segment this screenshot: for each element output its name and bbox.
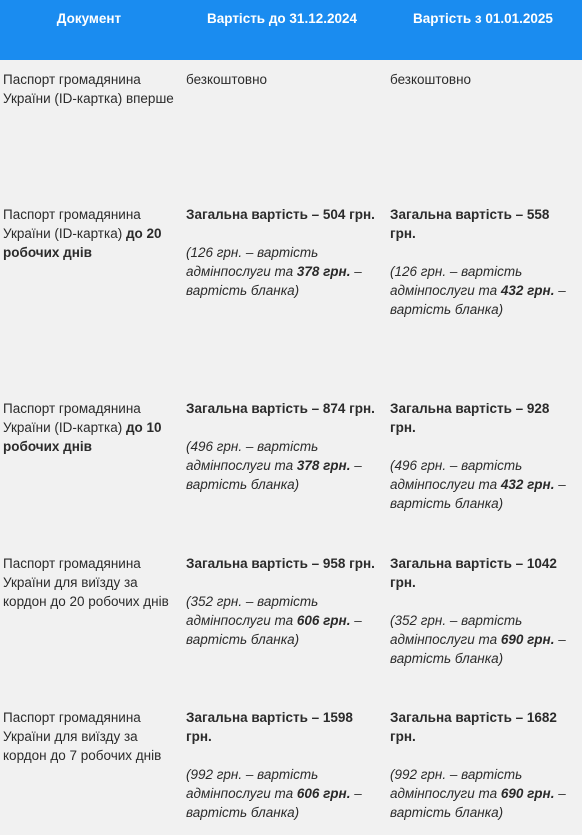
breakdown-service: (496 грн. – вартість адмінпослуги та	[390, 458, 523, 492]
breakdown-blank-price: 690 грн.	[500, 632, 555, 647]
table-header	[0, 0, 582, 60]
total-price: Загальна вартість – 874 грн.	[186, 401, 375, 416]
breakdown-blank-label: – вартість бланка)	[390, 283, 566, 317]
price-after-cell	[390, 205, 578, 319]
price-before-cell	[186, 708, 376, 822]
total-price: Загальна вартість – 558 грн.	[390, 207, 550, 241]
breakdown-blank-price: 432 грн.	[500, 477, 555, 492]
price-breakdown	[186, 243, 376, 300]
document-term: до 20 робочих днів	[3, 226, 162, 260]
total-price: Загальна вартість – 958 грн.	[186, 556, 375, 571]
breakdown-blank-label: – вартість бланка)	[186, 264, 362, 298]
breakdown-blank-label: – вартість бланка)	[186, 613, 362, 647]
price-breakdown	[390, 456, 578, 513]
price-breakdown	[186, 437, 376, 494]
breakdown-service: (992 грн. – вартість адмінпослуги та	[390, 767, 523, 801]
document-name: Паспорт громадянина України для виїзду за кордон до 7 робочих днів	[3, 710, 162, 763]
price-breakdown	[390, 765, 578, 822]
price-before-value: безкоштовно	[186, 72, 268, 87]
breakdown-blank-label: – вартість бланка)	[186, 458, 362, 492]
document-cell	[3, 399, 175, 456]
price-before-cell	[186, 70, 376, 89]
price-after-cell	[390, 70, 578, 89]
breakdown-blank-label: – вартість бланка)	[390, 786, 566, 820]
price-breakdown	[186, 765, 376, 822]
price-breakdown	[390, 262, 578, 319]
header-document: Документ	[56, 11, 122, 26]
total-price: Загальна вартість – 1598 грн.	[186, 710, 353, 744]
price-before-cell	[186, 205, 376, 300]
breakdown-service: (992 грн. – вартість адмінпослуги та	[186, 767, 319, 801]
document-name: Паспорт громадянина України (ID-картка)	[3, 207, 141, 241]
price-after-cell	[390, 399, 578, 513]
document-term: до 10 робочих днів	[3, 420, 162, 454]
breakdown-blank-label: – вартість бланка)	[186, 786, 362, 820]
price-breakdown	[186, 592, 376, 649]
breakdown-blank-price: 606 грн.	[296, 786, 351, 801]
price-before-cell	[186, 554, 376, 649]
document-cell	[3, 554, 175, 611]
breakdown-service: (352 грн. – вартість адмінпослуги та	[390, 613, 523, 647]
price-after-value: безкоштовно	[390, 72, 472, 87]
breakdown-service: (496 грн. – вартість адмінпослуги та	[186, 439, 319, 473]
breakdown-blank-price: 378 грн.	[296, 264, 351, 279]
breakdown-service: (126 грн. – вартість адмінпослуги та	[186, 245, 319, 279]
breakdown-blank-label: – вартість бланка)	[390, 632, 566, 666]
price-breakdown	[390, 611, 578, 668]
total-price: Загальна вартість – 1042 грн.	[390, 556, 557, 590]
breakdown-blank-price: 606 грн.	[296, 613, 351, 628]
document-cell	[3, 708, 175, 765]
price-before-cell	[186, 399, 376, 494]
total-price: Загальна вартість – 928 грн.	[390, 401, 550, 435]
document-name: Паспорт громадянина України (ID-картка)	[3, 401, 141, 435]
header-price-before: Вартість до 31.12.2024	[207, 11, 357, 26]
total-price: Загальна вартість – 1682 грн.	[390, 710, 557, 744]
price-after-cell	[390, 554, 578, 668]
breakdown-service: (352 грн. – вартість адмінпослуги та	[186, 594, 319, 628]
document-cell	[3, 70, 175, 108]
breakdown-blank-price: 378 грн.	[296, 458, 351, 473]
breakdown-blank-price: 690 грн.	[500, 786, 555, 801]
document-name: Паспорт громадянина України (ID-картка) вперше	[3, 72, 174, 106]
breakdown-blank-price: 432 грн.	[500, 283, 555, 298]
price-after-cell	[390, 708, 578, 822]
document-cell	[3, 205, 175, 262]
breakdown-service: (126 грн. – вартість адмінпослуги та	[390, 264, 523, 298]
total-price: Загальна вартість – 504 грн.	[186, 207, 375, 222]
document-name: Паспорт громадянина України для виїзду за кордон до 20 робочих днів	[3, 556, 169, 609]
header-price-after: Вартість з 01.01.2025	[413, 11, 553, 26]
breakdown-blank-label: – вартість бланка)	[390, 477, 566, 511]
